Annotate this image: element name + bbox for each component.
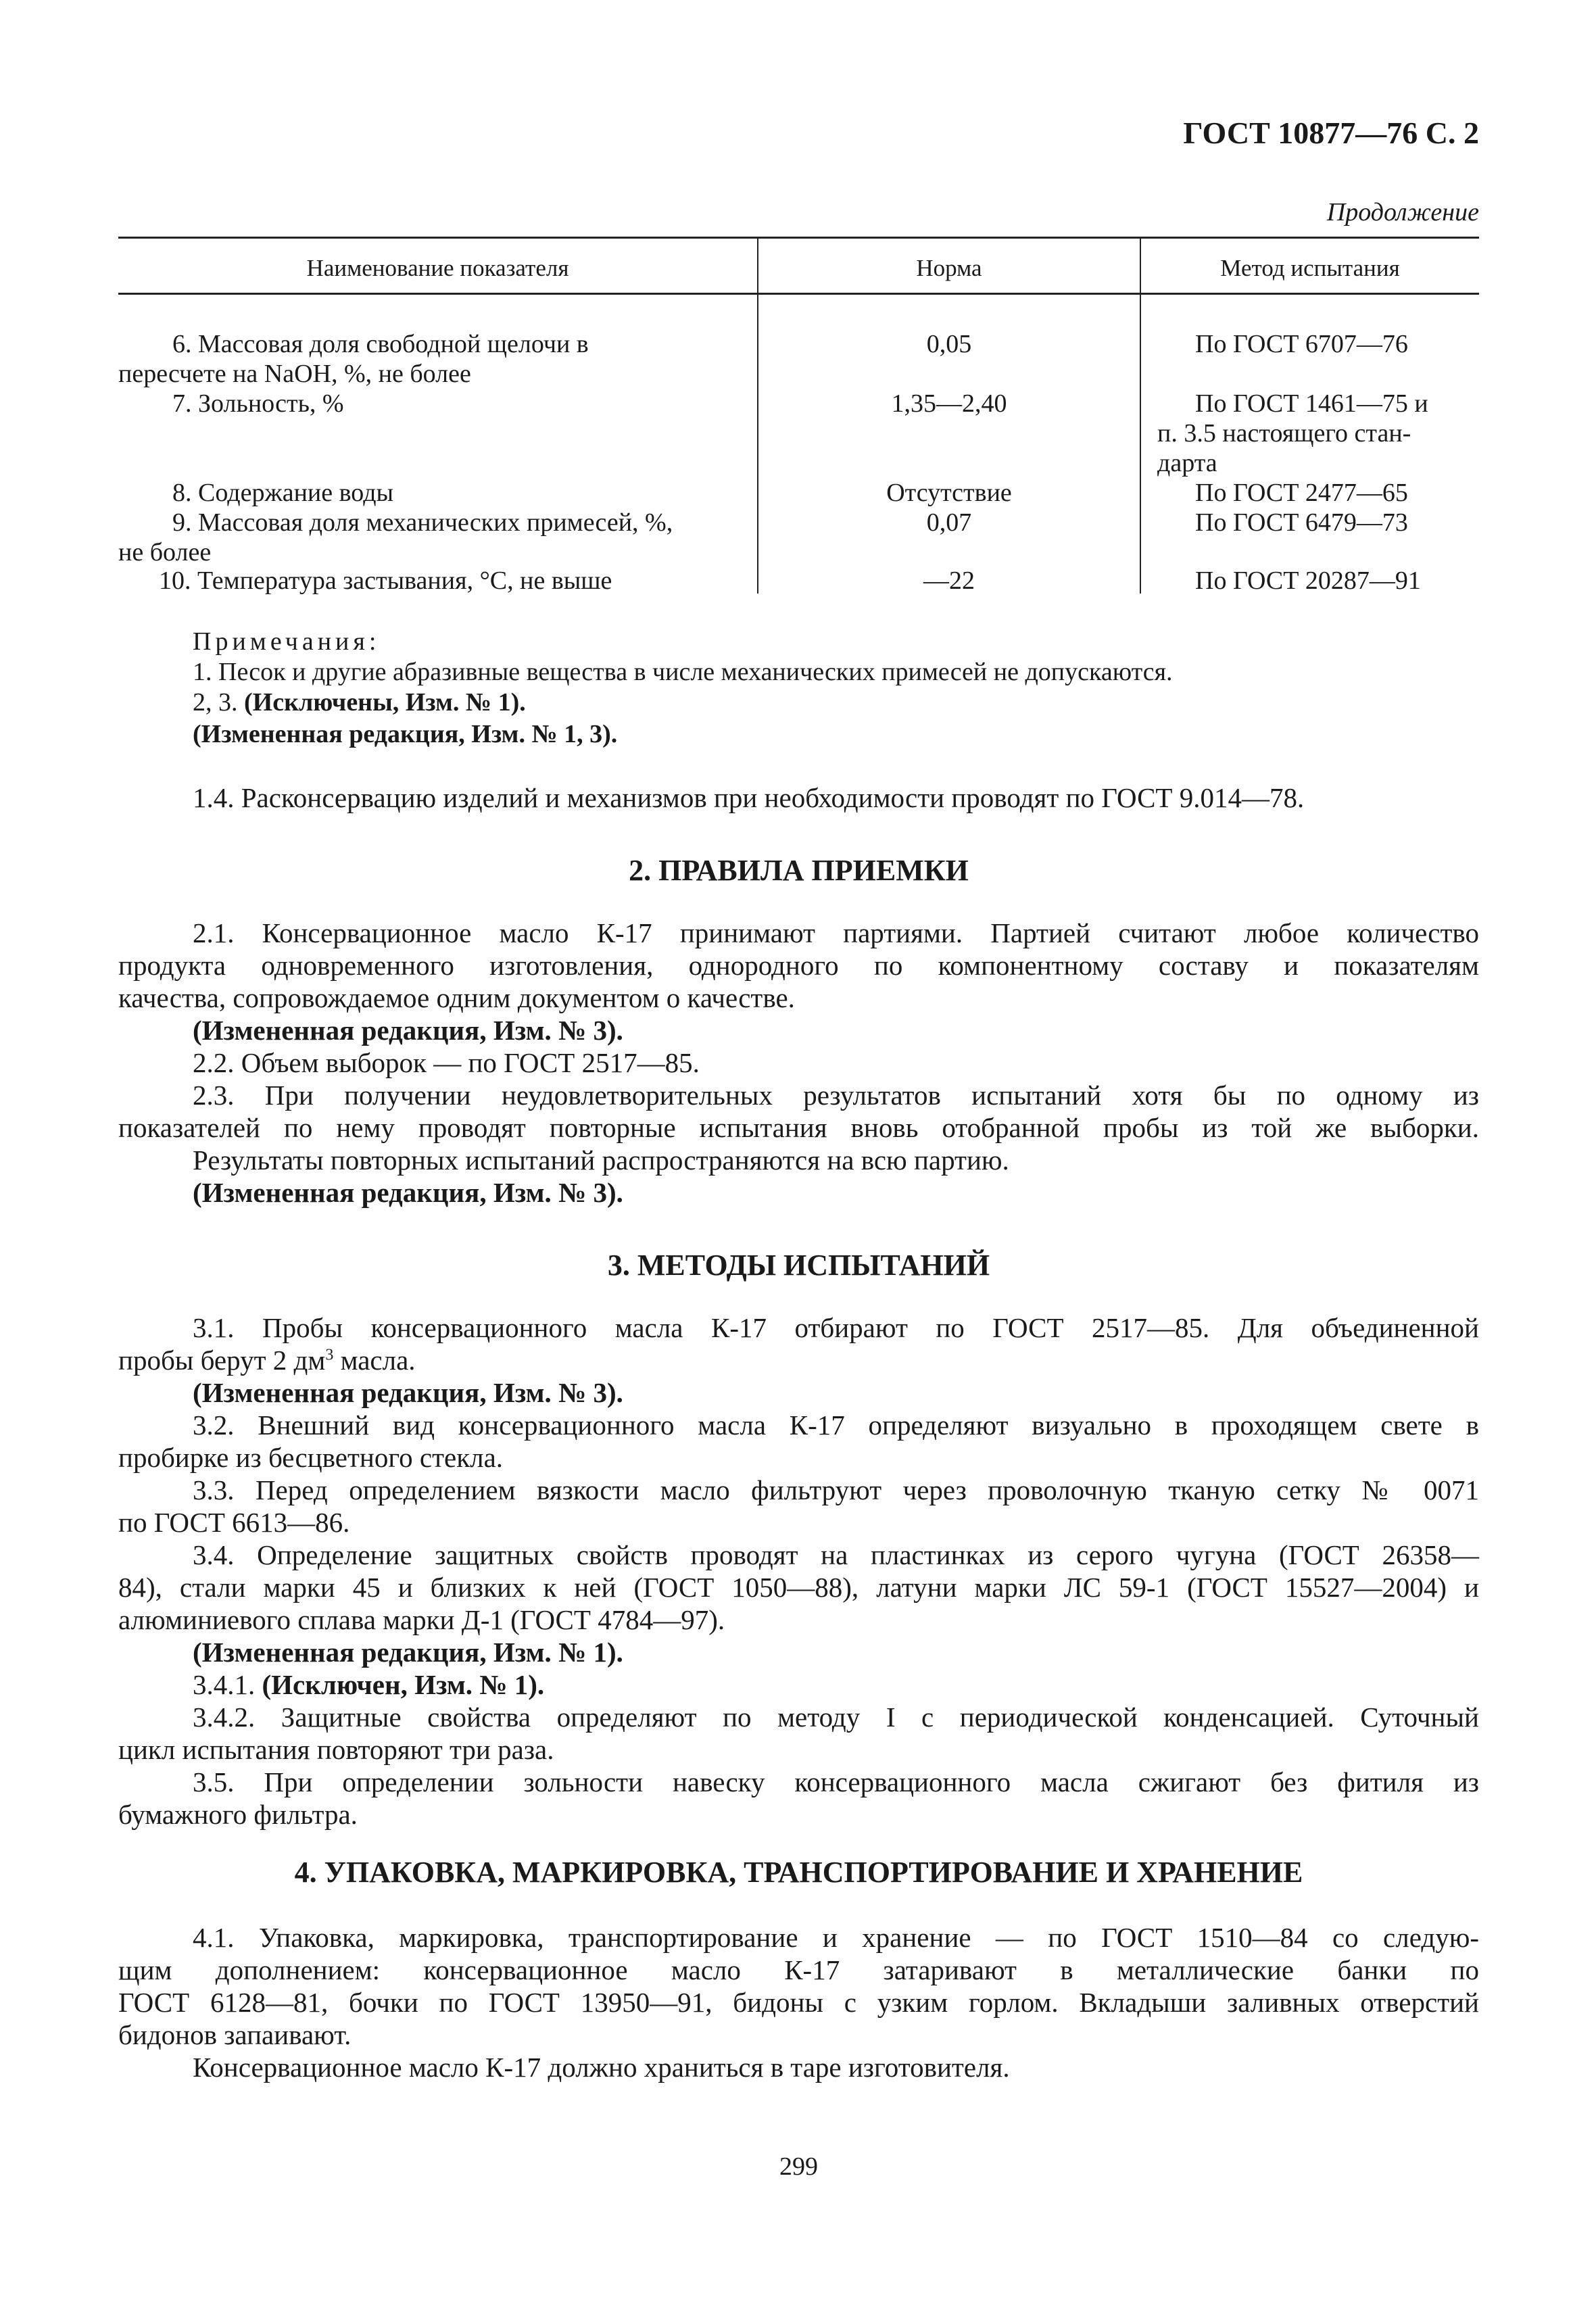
table-continuation-label: Продолжение [1326,198,1479,226]
table-column-divider [1140,237,1141,594]
paragraph-text: пробы берут 2 дм [118,1345,326,1376]
table-cell-name: 9. Массовая доля механических примесей, %, [172,508,673,537]
table-cell-norm: 1,35—2,40 [891,389,1007,418]
notes-title: Примечания: [193,627,381,656]
table-cell-norm: 0,05 [926,330,972,358]
paragraph-line: 84), стали марки 45 и близких к ней (ГОСТ 1050—88), латуни марки ЛС 59-1 (ГОСТ 15527—2004) и [118,1572,1479,1603]
clause-1-4: 1.4. Расконсервацию изделий и механизмов при необходимости проводят по ГОСТ 9.014—78. [193,782,1305,813]
note-number: 2, 3. [193,688,238,717]
column-header-name: Наименование показателя [306,255,569,281]
paragraph-line: пробирке из бесцветного стекла. [118,1442,504,1473]
paragraph-line: 3.3. Перед определением вязкости масло фильтруют через проволочную тканую сетку № 0071 [193,1474,1479,1505]
table-header-rule [118,293,1479,295]
paragraph-line: показателей по нему проводят повторные испытания вновь отобранной пробы из той же выборки. [118,1112,1479,1143]
clause-number: 3.4.1. [193,1669,256,1700]
table-cell-method: По ГОСТ 6707—76 [1195,330,1408,358]
revision-note: (Измененная редакция, Изм. № 3). [193,1015,623,1046]
table-top-rule [118,237,1479,239]
table-cell-method: По ГОСТ 1461—75 и [1195,389,1428,418]
paragraph-line: Консервационное масло К-17 должно храниться в таре изготовителя. [193,2052,1010,2083]
table-cell-name: 8. Содержание воды [172,479,394,507]
paragraph-line: ГОСТ 6128—81, бочки по ГОСТ 13950—91, бидоны с узким горлом. Вкладыши заливных отверстий [118,1987,1479,2018]
table-cell-norm: 0,07 [926,508,972,537]
section-2-heading: 2. ПРАВИЛА ПРИЕМКИ [629,854,969,887]
paragraph-line: 2.1. Консервационное масло К-17 принимают партиями. Партией считают любое количество [193,917,1479,948]
paragraph-line: 3.1. Пробы консервационного масла К-17 отбирают по ГОСТ 2517—85. Для объединенной [193,1312,1479,1343]
note-item: 1. Песок и другие абразивные вещества в числе механических примесей не допускаются. [193,658,1173,686]
section-4-heading: 4. УПАКОВКА, МАРКИРОВКА, ТРАНСПОРТИРОВАНИЕ И ХРАНЕНИЕ [294,1856,1303,1889]
paragraph-line: 2.3. При получении неудовлетворительных результатов испытаний хотя бы по одному из [193,1080,1479,1111]
clause-3-4-1 [193,1668,544,1701]
column-header-norm: Норма [916,255,982,281]
note-item [193,686,526,719]
revision-note: (Измененная редакция, Изм. № 1, 3). [193,720,618,748]
paragraph-line: бидонов запаивают. [118,2019,352,2050]
table-cell-name: 7. Зольность, % [172,389,344,418]
revision-note: (Измененная редакция, Изм. № 1). [193,1637,623,1668]
paragraph-text: масла. [333,1345,416,1376]
document-code: ГОСТ 10877—76 С. 2 [1183,116,1479,150]
column-header-method: Метод испытания [1220,255,1400,281]
paragraph-line: щим дополнением: консервационное масло К-17 затаривают в металлические банки по [118,1954,1479,1985]
table-cell-method: По ГОСТ 6479—73 [1195,508,1408,537]
table-cell-method: п. 3.5 настоящего стан- [1157,419,1411,448]
paragraph-line: 3.4. Определение защитных свойств проводят на пластинках из серого чугуна (ГОСТ 26358— [193,1539,1479,1570]
superscript: 3 [325,1346,334,1364]
paragraph-line: 4.1. Упаковка, маркировка, транспортирование и хранение — по ГОСТ 1510—84 со следую- [193,1922,1479,1953]
table-cell-name: 6. Массовая доля свободной щелочи в [172,330,589,358]
table-cell-method: По ГОСТ 20287—91 [1195,566,1421,595]
paragraph-line: 3.2. Внешний вид консервационного масла К-17 определяют визуально в проходящем свете в [193,1409,1479,1441]
page-number: 299 [779,2152,818,2181]
revision-note: (Измененная редакция, Изм. № 3). [193,1377,623,1408]
table-cell-norm: —22 [923,566,975,595]
paragraph-line [118,1344,416,1376]
paragraph-line: по ГОСТ 6613—86. [118,1507,350,1538]
paragraph-line: алюминиевого сплава марки Д-1 (ГОСТ 4784—97). [118,1604,725,1635]
note-bold-text: (Исключены, Изм. № 1). [244,688,526,717]
table-cell-name: не более [118,538,212,566]
table-cell-method: По ГОСТ 2477—65 [1195,479,1408,507]
clause-2-2: 2.2. Объем выборок — по ГОСТ 2517—85. [193,1047,700,1078]
paragraph-line: продукта одновременного изготовления, однородного по компонентному составу и показателям [118,950,1479,981]
paragraph-line: бумажного фильтра. [118,1799,358,1830]
paragraph-line: качества, сопровождаемое одним документом о качестве. [118,982,795,1013]
paragraph-line: цикл испытания повторяют три раза. [118,1734,554,1765]
paragraph-line: Результаты повторных испытаний распространяются на всю партию. [193,1144,1009,1176]
table-cell-name: пересчете на NaOH, %, не более [118,360,471,388]
table-cell-name: 10. Температура застывания, °С, не выше [159,566,612,595]
clause-bold-text: (Исключен, Изм. № 1). [262,1669,545,1700]
paragraph-line: 3.4.2. Защитные свойства определяют по методу I с периодической конденсацией. Суточный [193,1702,1479,1733]
section-3-heading: 3. МЕТОДЫ ИСПЫТАНИЙ [607,1249,990,1282]
revision-note: (Измененная редакция, Изм. № 3). [193,1177,623,1208]
table-cell-norm: Отсутствие [886,479,1012,507]
table-cell-method: дарта [1157,449,1217,477]
paragraph-line: 3.5. При определении зольности навеску консервационного масла сжигают без фитиля из [193,1766,1479,1798]
